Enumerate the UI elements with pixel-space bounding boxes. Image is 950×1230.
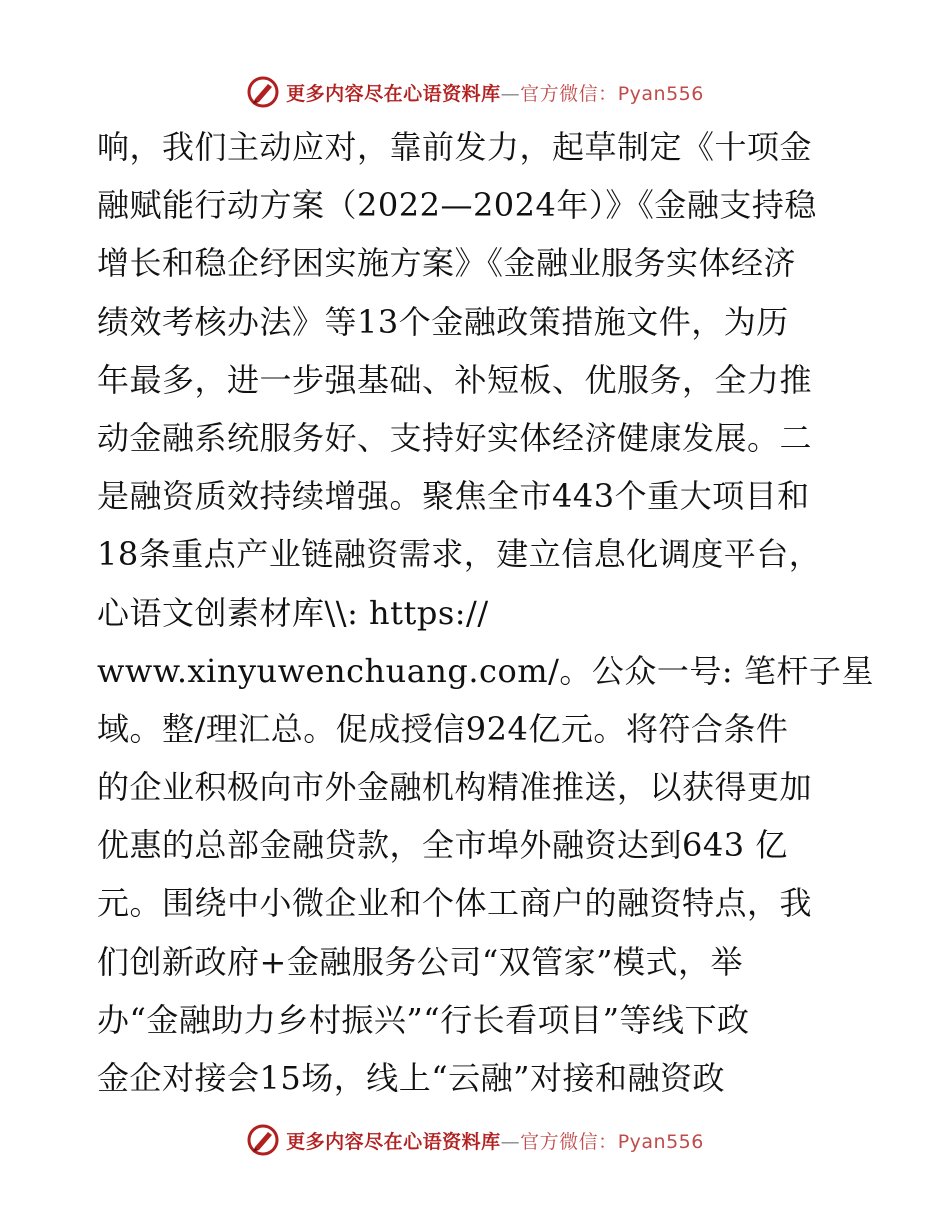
- document-body: [97, 118, 874, 1107]
- header-dash: —: [500, 82, 521, 105]
- text-line: 18条重点产业链融资需求，建立信息化调度平台，: [97, 535, 822, 574]
- text-line: 域。整/理汇总。促成授信924亿元。将符合条件: [97, 709, 789, 748]
- header-wechat-label: 官方微信：: [520, 82, 618, 105]
- text-line: 心语文创素材库\\: https://: [97, 593, 489, 632]
- header-text: [286, 79, 704, 106]
- text-line: 优惠的总部金融贷款，全市埠外融资达到643 亿: [97, 826, 788, 865]
- text-line: 的企业积极向市外金融机构精准推送，以获得更加: [97, 768, 813, 807]
- footer-main-text: 更多内容尽在心语资料库: [286, 1130, 501, 1153]
- footer-banner-inner: [246, 1123, 704, 1157]
- text-line: 是融资质效持续增强。聚焦全市443个重大项目和: [97, 477, 810, 516]
- pen-logo-icon: [246, 75, 280, 109]
- pen-logo-icon: [246, 1123, 280, 1157]
- header-wechat-id: Pyan556: [617, 82, 704, 105]
- footer-text: [286, 1127, 704, 1154]
- text-line: 融赋能行动方案（2022—2024年）》《金融支持稳: [97, 186, 817, 225]
- footer-banner: [0, 1120, 950, 1160]
- footer-wechat-label: 官方微信：: [520, 1130, 618, 1153]
- text-line: 金企对接会15场，线上“云融”对接和融资政: [97, 1059, 725, 1097]
- header-banner: [0, 72, 950, 112]
- header-main-text: 更多内容尽在心语资料库: [286, 82, 501, 105]
- footer-wechat-id: Pyan556: [617, 1130, 704, 1153]
- text-line: 办“金融助力乡村振兴”“行长看项目”等线下政: [97, 1000, 750, 1039]
- footer-dash: —: [500, 1130, 521, 1153]
- text-line: 绩效考核办法》等13个金融政策措施文件，为历: [97, 302, 789, 341]
- text-line: 响，我们主动应对，靠前发力，起草制定《十项金: [97, 128, 813, 166]
- header-banner-inner: [246, 75, 704, 109]
- text-line: 增长和稳企纾困实施方案》《金融业服务实体经济: [97, 244, 797, 283]
- text-line: 们创新政府+金融服务公司“双管家”模式，举: [97, 942, 744, 981]
- text-line: 动金融系统服务好、支持好实体经济健康发展。二: [97, 418, 813, 457]
- text-line: 元。围绕中小微企业和个体工商户的融资特点，我: [97, 884, 813, 923]
- text-line: 年最多，进一步强基础、补短板、优服务，全力推: [97, 360, 813, 399]
- text-line: www.xinyuwenchuang.com/。公众一号: 笔杆子星: [97, 651, 874, 690]
